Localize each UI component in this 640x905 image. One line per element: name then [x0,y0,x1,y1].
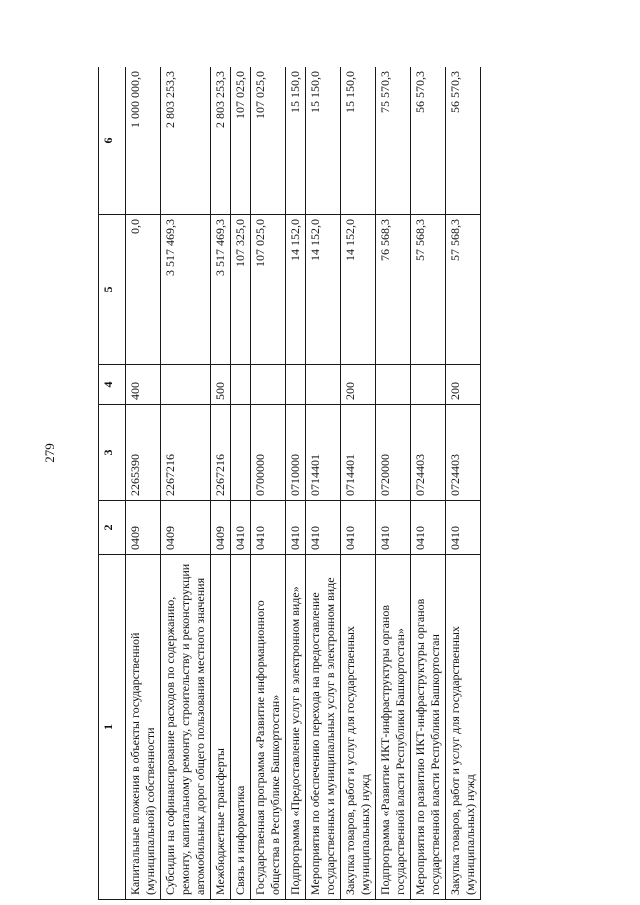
row-target-code: 2267216 [211,405,231,501]
row-target-code: 0710000 [286,405,306,501]
row-section-code: 0410 [446,501,481,555]
header-col-3: 3 [99,405,126,501]
row-type-code: 400 [126,365,161,405]
row-name: Подпрограмма «Предоставление услуг в электронном виде» [286,555,306,900]
row-type-code [376,365,411,405]
row-section-code: 0410 [341,501,376,555]
row-section-code: 0410 [376,501,411,555]
header-col-4: 4 [99,365,126,405]
header-col-5: 5 [99,215,126,365]
header-col-1: 1 [99,555,126,900]
row-target-code [231,405,251,501]
row-type-code: 200 [341,365,376,405]
table-row [306,67,341,900]
row-sum-col6: 2 803 253,3 [211,67,231,215]
table-row [341,67,376,900]
row-type-code [411,365,446,405]
budget-table-sheet [98,67,573,900]
table-row [251,67,286,900]
row-sum-col5: 14 152,0 [341,215,376,365]
table-row [161,67,211,900]
row-sum-col6: 15 150,0 [341,67,376,215]
row-target-code: 0700000 [251,405,286,501]
row-target-code: 0714401 [341,405,376,501]
row-sum-col6: 56 570,3 [446,67,481,215]
row-name: Капитальные вложения в объекты государственной (муниципальной) собственности [126,555,161,900]
row-target-code: 2265390 [126,405,161,501]
row-type-code [306,365,341,405]
row-name: Мероприятия по обеспечению перехода на предоставление государственных и муниципальных услуг в электронном виде [306,555,341,900]
row-name: Мероприятия по развитию ИКТ-инфраструктуры органов государственной власти Республики Башкортостан [411,555,446,900]
row-section-code: 0410 [231,501,251,555]
row-sum-col5: 3 517 469,3 [161,215,211,365]
row-type-code: 200 [446,365,481,405]
budget-table [98,67,481,900]
row-type-code [286,365,306,405]
row-section-code: 0409 [161,501,211,555]
row-sum-col6: 107 025,0 [231,67,251,215]
row-section-code: 0410 [251,501,286,555]
row-section-code: 0409 [211,501,231,555]
row-sum-col6: 56 570,3 [411,67,446,215]
row-sum-col5: 107 325,0 [231,215,251,365]
table-row [411,67,446,900]
row-sum-col5: 14 152,0 [286,215,306,365]
row-sum-col5: 14 152,0 [306,215,341,365]
row-sum-col5: 0,0 [126,215,161,365]
row-sum-col6: 107 025,0 [251,67,286,215]
header-col-6: 6 [99,67,126,215]
table-row [231,67,251,900]
row-sum-col5: 76 568,3 [376,215,411,365]
rotated-table-frame [98,67,573,900]
row-target-code: 2267216 [161,405,211,501]
row-target-code: 0724403 [411,405,446,501]
row-name: Субсидии на софинансирование расходов по содержанию, ремонту, капитальному ремонту, строительству и реконструкции автомобильных дорог общего пользования местного значения [161,555,211,900]
row-section-code: 0410 [411,501,446,555]
row-target-code: 0724403 [446,405,481,501]
row-section-code: 0410 [286,501,306,555]
row-target-code: 0714401 [306,405,341,501]
row-sum-col6: 15 150,0 [306,67,341,215]
row-sum-col5: 107 025,0 [251,215,286,365]
header-col-2: 2 [99,501,126,555]
table-row [126,67,161,900]
row-name: Межбюджетные трансферты [211,555,231,900]
row-sum-col6: 75 570,3 [376,67,411,215]
row-type-code [251,365,286,405]
table-header-row [99,67,126,900]
row-sum-col6: 2 803 253,3 [161,67,211,215]
row-name: Закупка товаров, работ и услуг для государственных (муниципальных) нужд [446,555,481,900]
row-sum-col5: 57 568,3 [446,215,481,365]
row-type-code: 500 [211,365,231,405]
row-section-code: 0409 [126,501,161,555]
table-row [211,67,231,900]
row-sum-col6: 15 150,0 [286,67,306,215]
table-row [286,67,306,900]
row-sum-col5: 57 568,3 [411,215,446,365]
row-section-code: 0410 [306,501,341,555]
table-row [376,67,411,900]
row-sum-col6: 1 000 000,0 [126,67,161,215]
row-name: Закупка товаров, работ и услуг для государственных (муниципальных) нужд [341,555,376,900]
row-type-code [161,365,211,405]
row-sum-col5: 3 517 469,3 [211,215,231,365]
table-row [446,67,481,900]
row-name: Связь и информатика [231,555,251,900]
row-target-code: 0720000 [376,405,411,501]
row-type-code [231,365,251,405]
row-name: Государственная программа «Развитие информационного общества в Республике Башкортостан» [251,555,286,900]
page-number: 279 [42,443,57,463]
row-name: Подпрограмма «Развитие ИКТ-инфраструктуры органов государственной власти Республики Башкортостан» [376,555,411,900]
